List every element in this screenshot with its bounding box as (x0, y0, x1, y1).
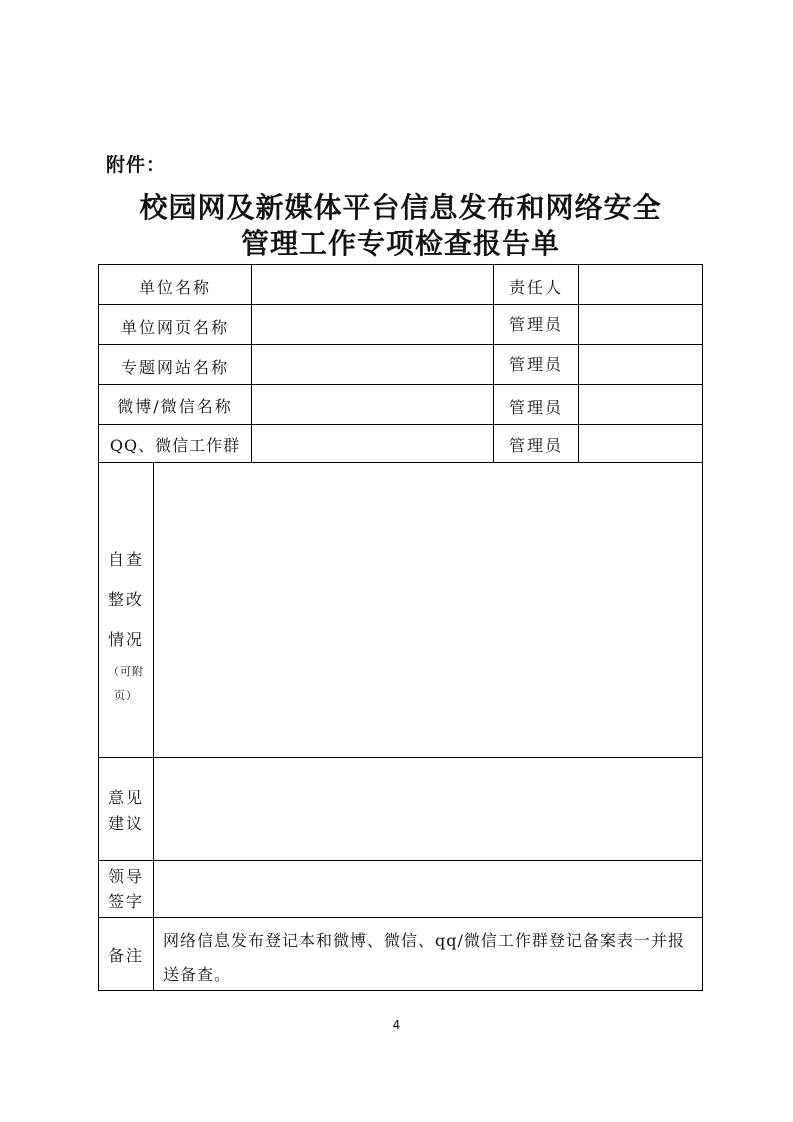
unit-name-field[interactable] (252, 265, 493, 304)
qq-wechat-group-field[interactable] (252, 425, 493, 462)
self-check-label-line-1: 自查 (107, 550, 144, 569)
opinion-label-line-2: 建议 (107, 814, 144, 833)
webpage-admin-label: 管理员 (508, 314, 563, 334)
topic-site-name-field[interactable] (252, 345, 493, 384)
attachment-label: 附件： (106, 154, 167, 176)
responsible-person-label: 责任人 (508, 277, 563, 297)
topic-site-name-label: 专题网站名称 (120, 357, 229, 377)
opinion-content-area[interactable] (154, 758, 702, 860)
unit-webpage-name-label: 单位网页名称 (120, 317, 229, 337)
qq-wechat-group-label: QQ、微信工作群 (109, 435, 241, 455)
leader-signature-label-line-2: 签字 (107, 892, 144, 911)
self-check-label-line-2: 整改 (107, 590, 144, 609)
remark-label: 备注 (107, 945, 144, 965)
table-border-right (702, 264, 703, 991)
qq-wechat-group-admin-field[interactable] (579, 425, 702, 462)
self-check-note-line-2: 页） (114, 689, 138, 702)
self-check-content-area[interactable] (154, 463, 702, 757)
weibo-wechat-admin-label: 管理员 (508, 397, 563, 417)
leader-signature-field[interactable] (154, 861, 702, 917)
webpage-admin-field[interactable] (579, 305, 702, 344)
opinion-label (99, 785, 153, 837)
self-check-label-line-3: 情况 (107, 630, 144, 649)
leader-signature-label (99, 864, 153, 914)
unit-name-label: 单位名称 (138, 277, 211, 297)
row-divider (98, 917, 703, 918)
unit-webpage-name-field[interactable] (252, 305, 493, 344)
topic-site-admin-field[interactable] (579, 345, 702, 384)
page-number: 4 (392, 1018, 401, 1032)
weibo-wechat-admin-field[interactable] (579, 385, 702, 424)
topic-site-admin-label: 管理员 (508, 354, 563, 374)
responsible-person-field[interactable] (579, 265, 702, 304)
leader-signature-label-line-1: 领导 (107, 867, 144, 886)
self-check-label (99, 540, 153, 708)
weibo-wechat-name-field[interactable] (252, 385, 493, 424)
document-title-line-2: 管理工作专项检查报告单 (240, 227, 560, 260)
self-check-note-line-1: （可附 (108, 665, 144, 678)
qq-wechat-group-admin-label: 管理员 (508, 436, 563, 455)
weibo-wechat-name-label: 微博/微信名称 (117, 396, 233, 416)
opinion-label-line-1: 意见 (107, 788, 144, 807)
document-title-line-1: 校园网及新媒体平台信息发布和网络安全 (139, 191, 662, 224)
remark-content: 网络信息发布登记本和微博、微信、qq/微信工作群登记备案表一并报送备查。 (163, 931, 685, 984)
